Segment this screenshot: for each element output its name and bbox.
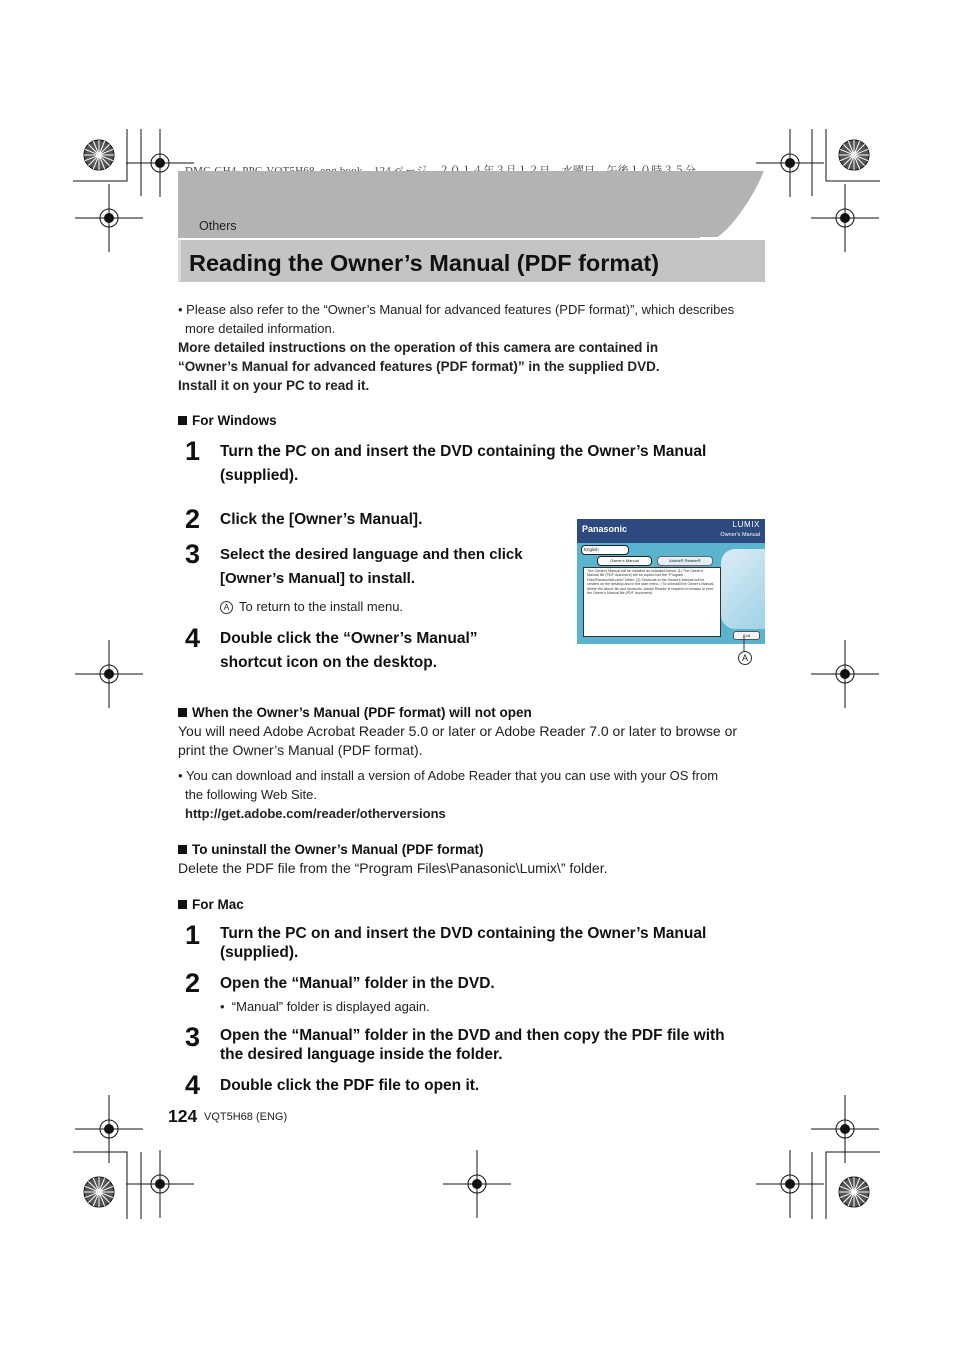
page-number: 124	[168, 1106, 198, 1126]
title-accent	[178, 240, 181, 282]
win-step4-number: 4	[185, 623, 201, 653]
page-title: Reading the Owner’s Manual (PDF format)	[189, 250, 660, 276]
mac-heading	[178, 897, 244, 912]
installer-owners-manual-label: Owner's Manual	[720, 532, 760, 538]
win-step4-line-2: shortcut icon on the desktop.	[220, 654, 438, 671]
mac-step1-line-2: (supplied).	[220, 944, 299, 961]
win-step1-line-1: Turn the PC on and insert the DVD containing the Owner’s Manual	[220, 443, 707, 460]
adobe-bullet: • You can download and install a version of Adobe Reader that you can use with your OS from the following Web Site. http://get.adobe.com/reader/otherversions	[178, 766, 778, 823]
mac-step3-number: 3	[185, 1022, 201, 1052]
intro-bold-line-2: “Owner’s Manual for advanced features (PDF format)” in the supplied DVD.	[178, 359, 660, 374]
installer-screenshot	[577, 519, 765, 644]
mac-step2-number: 2	[185, 968, 201, 998]
intro-bold-line-3: Install it on your PC to read it.	[178, 378, 370, 393]
section-label: Others	[199, 219, 237, 233]
will-not-open-line-2: print the Owner’s Manual (PDF format).	[178, 742, 423, 758]
installer-lumix-logo: LUMIX	[732, 520, 760, 529]
will-not-open-text	[178, 722, 778, 760]
uninstall-text: Delete the PDF file from the “Program Files\Panasonic\Lumix\” folder.	[178, 860, 608, 876]
square-bullet-icon	[178, 845, 187, 854]
band-corner-curve	[700, 171, 766, 241]
installer-info-text: The Owner's Manual will be installed as indicated below. (1) The Owner's Manual file (PDF document) will be copied into the "Program Files\Panasonic\Lumix" folder. (2) Shortcuts to the Owner's Manual will be created on the desktop and in the start menu. • To uninstall the Owner's Manual, delete the above file and shortcuts. Adobe Reader is required to browse or print the Owner's Manual file (PDF document).	[587, 569, 715, 596]
installer-owners-manual-button: Owner's Manual	[597, 556, 652, 566]
mac-heading-text: For Mac	[192, 897, 244, 912]
will-not-open-line-1: You will need Adobe Acrobat Reader 5.0 or later or Adobe Reader 7.0 or later to browse or	[178, 723, 738, 739]
installer-exit-button: Exit	[733, 631, 760, 640]
installer-info-panel	[583, 567, 721, 637]
win-step3-line-1: Select the desired language and then click	[220, 546, 523, 563]
square-bullet-icon	[178, 900, 187, 909]
will-not-open-heading-text: When the Owner’s Manual (PDF format) will not open	[192, 705, 532, 720]
installer-header	[577, 519, 765, 543]
uninstall-heading-text: To uninstall the Owner’s Manual (PDF format)	[192, 842, 484, 857]
mac-step4-text: Double click the PDF file to open it.	[220, 1077, 480, 1094]
installer-brand: Panasonic	[582, 524, 628, 534]
section-band	[178, 171, 765, 238]
will-not-open-heading	[178, 705, 532, 720]
square-bullet-icon	[178, 708, 187, 717]
intro-bullet: • Please also refer to the “Owner’s Manual for advanced features (PDF format)”, which describes more detailed information.	[178, 300, 778, 338]
win-step1-line-2: (supplied).	[220, 467, 299, 484]
win-step3-note	[220, 598, 403, 616]
mac-step1-line-1: Turn the PC on and insert the DVD containing the Owner’s Manual	[220, 925, 707, 942]
mac-step1-text	[220, 924, 706, 962]
mac-step4-number: 4	[185, 1070, 201, 1100]
win-step1-number: 1	[185, 436, 201, 466]
win-step4-text	[220, 627, 478, 675]
win-step3-number: 3	[185, 539, 201, 569]
intro-bullet-line-1: Please also refer to the “Owner’s Manual for advanced features (PDF format)”, which describes	[186, 302, 735, 317]
win-step3-note-text: To return to the install menu.	[239, 599, 404, 614]
adobe-url-link[interactable]: http://get.adobe.com/reader/otherversions	[185, 806, 446, 821]
installer-language-select: English	[581, 545, 629, 555]
document-code: VQT5H68 (ENG)	[204, 1111, 288, 1123]
win-step4-line-1: Double click the “Owner’s Manual”	[220, 630, 478, 647]
callout-marker-a: A	[738, 651, 752, 665]
adobe-bullet-line-2: the following Web Site.	[185, 787, 317, 802]
square-bullet-icon	[178, 416, 187, 425]
book-illustration-icon	[721, 549, 765, 629]
mac-step2-note-text: “Manual” folder is displayed again.	[231, 999, 430, 1014]
windows-heading-text: For Windows	[192, 413, 277, 428]
uninstall-heading	[178, 842, 484, 857]
mac-step1-number: 1	[185, 920, 201, 950]
adobe-bullet-line-1: You can download and install a version of Adobe Reader that you can use with your OS from	[185, 768, 719, 783]
win-step2-text: Click the [Owner’s Manual].	[220, 511, 423, 528]
mac-step3-line-2: the desired language inside the folder.	[220, 1046, 503, 1063]
win-step3-text	[220, 543, 523, 591]
marker-a-icon: A	[220, 601, 233, 614]
callout-line	[735, 636, 747, 652]
mac-step2-note: • “Manual” folder is displayed again.	[220, 999, 430, 1014]
mac-step2-text: Open the “Manual” folder in the DVD.	[220, 975, 495, 992]
installer-adobe-reader-button: Adobe® Reader®	[657, 556, 713, 566]
windows-heading	[178, 413, 277, 428]
intro-bold	[178, 338, 778, 395]
win-step1-text	[220, 440, 706, 488]
win-step2-number: 2	[185, 504, 201, 534]
win-step3-line-2: [Owner’s Manual] to install.	[220, 570, 416, 587]
mac-step3-line-1: Open the “Manual” folder in the DVD and then copy the PDF file with	[220, 1027, 725, 1044]
intro-bold-line-1: More detailed instructions on the operation of this camera are contained in	[178, 340, 659, 355]
mac-step3-text	[220, 1026, 725, 1064]
intro-bullet-line-2: more detailed information.	[185, 321, 336, 336]
